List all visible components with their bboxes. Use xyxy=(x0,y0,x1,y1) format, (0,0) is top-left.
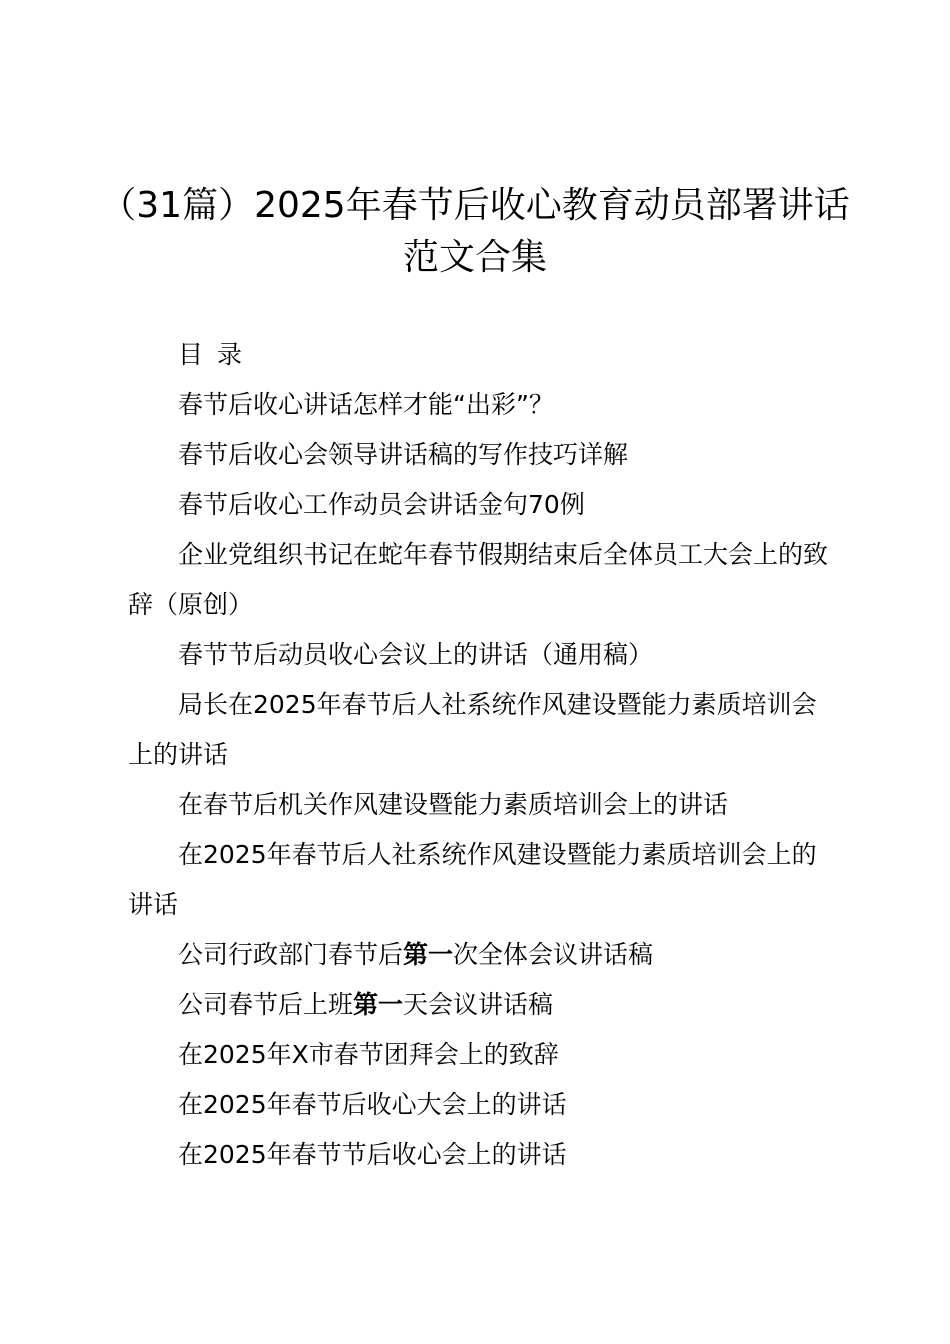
toc-item-7: 在春节后机关作风建设暨能力素质培训会上的讲话 xyxy=(178,790,729,819)
toc-item-9-bold: 第一 xyxy=(403,940,454,969)
toc-heading-char-2: 录 xyxy=(217,340,243,369)
toc-item-9-pre: 公司行政部门春节后 xyxy=(178,940,404,969)
toc-heading-char-1: 目 xyxy=(178,340,204,369)
toc-item-5: 春节节后动员收心会议上的讲话（通用稿） xyxy=(178,640,654,669)
toc-heading xyxy=(128,330,834,380)
table-of-contents xyxy=(128,330,834,1180)
toc-item-9 xyxy=(128,930,834,980)
toc-item-10-post: 天会议讲话稿 xyxy=(403,990,554,1019)
toc-item-1: 春节后收心讲话怎样才能“出彩”？ xyxy=(178,390,554,419)
toc-item-2: 春节后收心会领导讲话稿的写作技巧详解 xyxy=(178,440,629,469)
toc-item-10-pre: 公司春节后上班 xyxy=(178,990,354,1019)
toc-item-3: 春节后收心工作动员会讲话金句70例 xyxy=(178,490,585,519)
document-title: （31篇）2025年春节后收心教育动员部署讲话范文合集 xyxy=(100,185,850,278)
toc-item-11: 在2025年X市春节团拜会上的致辞 xyxy=(178,1040,559,1069)
toc-item-10-bold: 第一 xyxy=(353,990,404,1019)
toc-item-13: 在2025年春节节后收心会上的讲话 xyxy=(178,1140,567,1169)
toc-item-6: 局长在2025年春节后人社系统作风建设暨能力素质培训会上的讲话 xyxy=(128,690,817,769)
toc-item-4: 企业党组织书记在蛇年春节假期结束后全体员工大会上的致辞（原创） xyxy=(128,540,829,619)
toc-item-10 xyxy=(128,980,834,1030)
toc-item-9-post: 次全体会议讲话稿 xyxy=(453,940,654,969)
toc-item-8: 在2025年春节后人社系统作风建设暨能力素质培训会上的讲话 xyxy=(128,840,817,919)
toc-item-12: 在2025年春节后收心大会上的讲话 xyxy=(178,1090,567,1119)
